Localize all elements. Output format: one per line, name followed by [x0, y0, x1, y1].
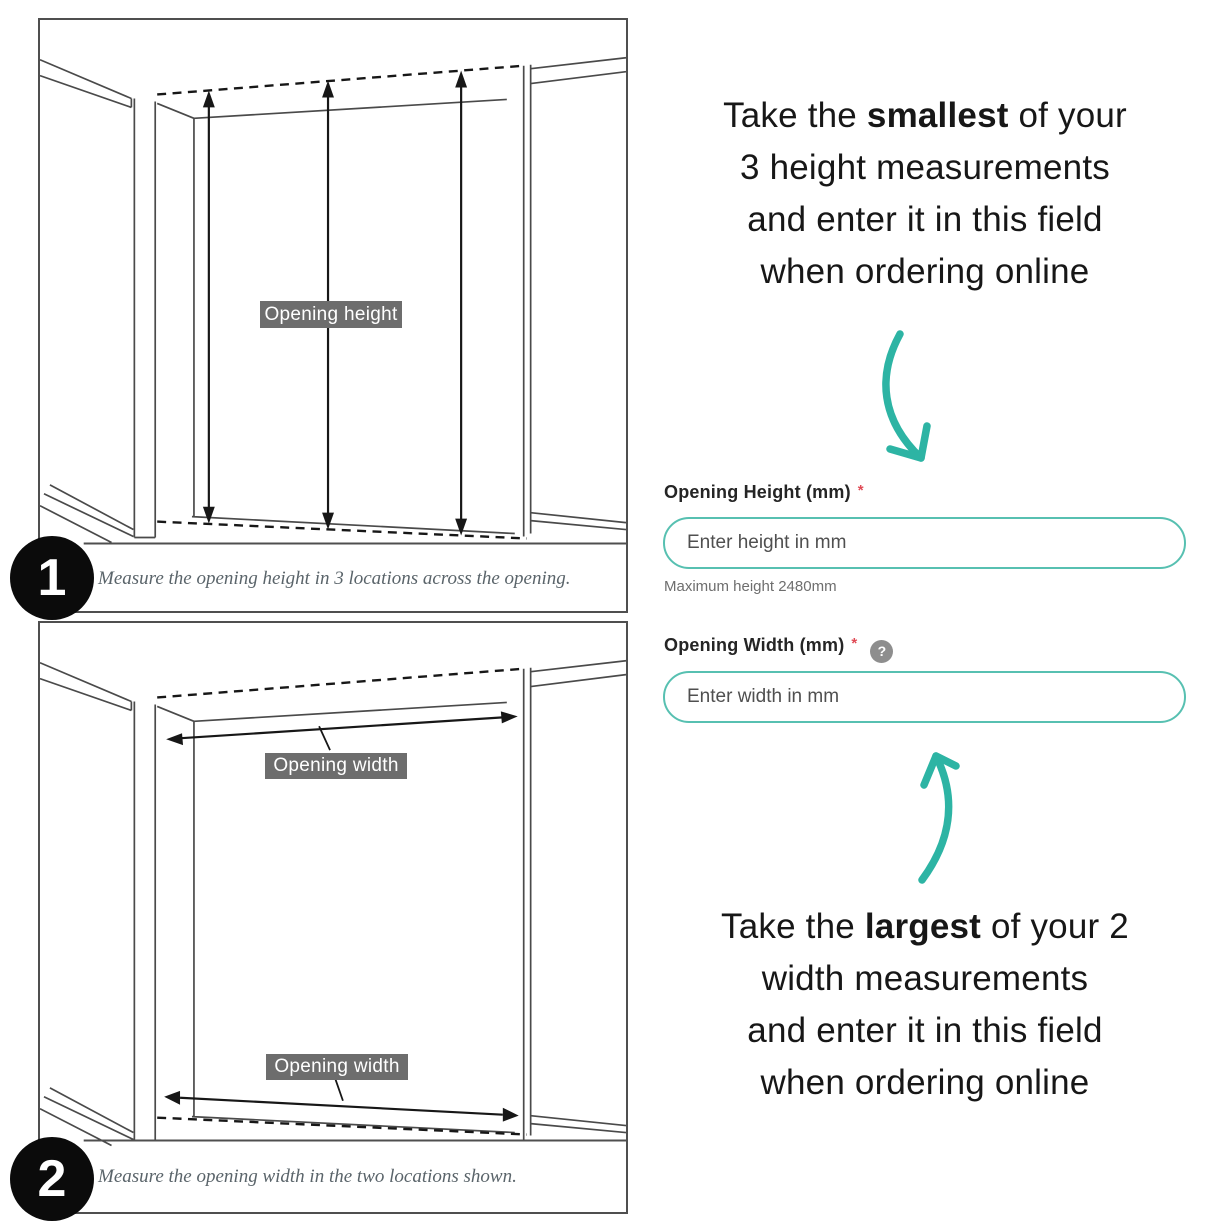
- max-height-helper-text: Maximum height 2480mm: [664, 578, 837, 595]
- required-asterisk: *: [857, 482, 864, 499]
- instruction-line: Take the smallest of your: [723, 96, 1127, 135]
- opening-height-input[interactable]: [663, 517, 1186, 569]
- opening-height-chip: Opening height: [260, 301, 402, 328]
- instruction-line: and enter it in this field: [747, 200, 1103, 239]
- instruction-line: 3 height measurements: [740, 148, 1110, 187]
- opening-width-input[interactable]: [663, 671, 1186, 723]
- width-instruction-text: [652, 901, 1198, 1109]
- instruction-line: and enter it in this field: [747, 1011, 1103, 1050]
- diagram1-caption: Measure the opening height in 3 locations across the opening.: [98, 568, 571, 589]
- diagram2-caption: Measure the opening width in the two locations shown.: [98, 1166, 517, 1187]
- opening-width-bottom-chip: Opening width: [266, 1054, 408, 1080]
- opening-width-label: Opening Width (mm) * ?: [664, 635, 893, 663]
- curved-arrow-up-icon: [880, 728, 990, 888]
- room-perspective-drawing: [40, 623, 626, 1212]
- instruction-line: width measurements: [761, 959, 1089, 998]
- instruction-line: when ordering online: [760, 1063, 1090, 1102]
- help-icon[interactable]: ?: [870, 640, 893, 663]
- opening-height-label: Opening Height (mm) *: [664, 482, 864, 502]
- instruction-line: Take the largest of your 2: [721, 907, 1129, 946]
- opening-width-top-chip: Opening width: [265, 753, 407, 779]
- curved-arrow-down-icon: [855, 328, 965, 473]
- opening-height-diagram: [38, 18, 628, 613]
- step-2-badge: 2: [10, 1137, 94, 1221]
- instruction-line: when ordering online: [760, 252, 1090, 291]
- opening-width-diagram: [38, 621, 628, 1214]
- step-1-badge: 1: [10, 536, 94, 620]
- required-asterisk: *: [851, 635, 858, 652]
- height-instruction-text: [652, 90, 1198, 298]
